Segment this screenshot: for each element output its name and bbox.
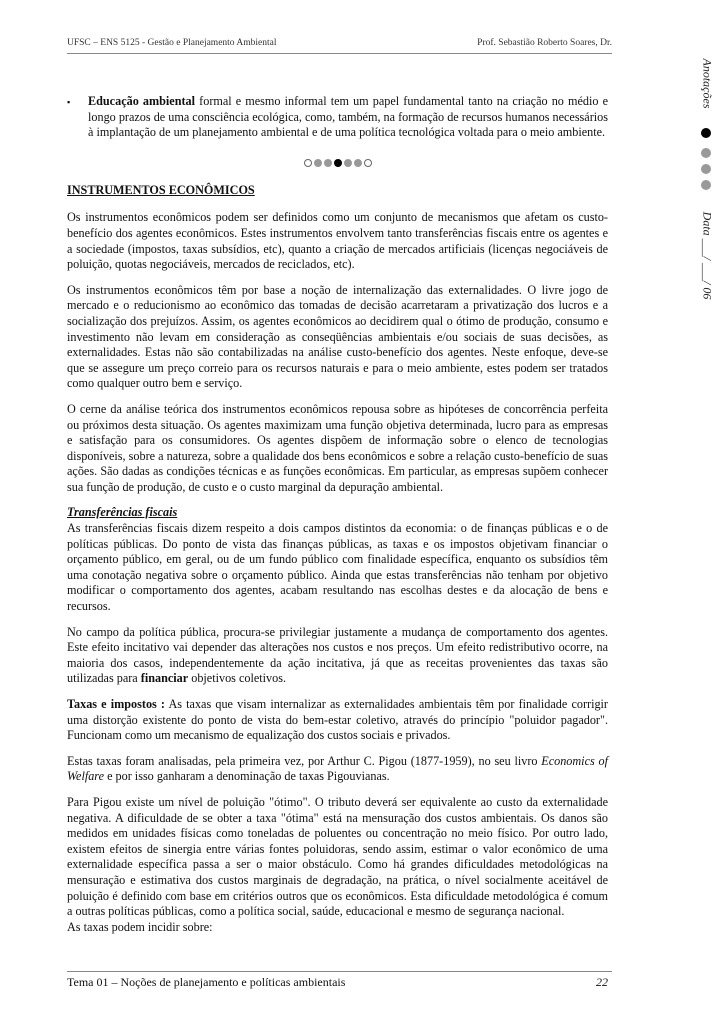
page-header bbox=[67, 38, 612, 54]
paragraph: Os instrumentos econômicos têm por base a noção de internalização das externalidades. O livre jogo de mercado e o reducionismo ao econômico das tomadas de decisão acarretaram a privatização dos lucros e a socialização dos prejuízos. Assim, os agentes econômicos ao decidirem qual o ótimo de produção, consumo e investimento não levam em consideração as conseqüências ambientais e/ou sociais de suas decisões, as externalidades. Estas não são contabilizadas na análise custo-benefício dos agentes. Neste enfoque, deve-se que se assegure um preço correio para os recursos naturais e para o meio ambiente, estes podem ser tratados como qualquer outro bem e serviço. bbox=[67, 282, 608, 391]
bullet-lead: Educação ambiental bbox=[88, 94, 196, 108]
annotation-sidebar bbox=[692, 58, 722, 298]
sidebar-dot-grey bbox=[701, 180, 711, 190]
paragraph-text: Estas taxas foram analisadas, pela primeira vez, por Arthur C. Pigou (1877-1959), no seu livro bbox=[67, 753, 542, 768]
divider-dot-black bbox=[334, 159, 342, 167]
paragraph bbox=[67, 625, 608, 687]
paragraph: As taxas podem incidir sobre: bbox=[67, 919, 213, 934]
paragraph-text: As taxas que visam internalizar as externalidades ambientais têm por finalidade corrigir uma distorção existente do ponto de vista do bem-estar coletivo, através do princípio "poluidor pagador". Funcionam como um mecanismo de equalização dos custos sociais e privados. bbox=[67, 697, 608, 743]
paragraph-bold-term: Taxas e impostos : bbox=[67, 697, 165, 711]
divider-dot-grey bbox=[314, 159, 322, 167]
header-course: UFSC – ENS 5125 - Gestão e Planejamento Ambiental bbox=[67, 38, 277, 48]
document-body bbox=[67, 94, 608, 945]
divider-dot-grey bbox=[324, 159, 332, 167]
footer-topic: Tema 01 – Noções de planejamento e políticas ambientais bbox=[67, 975, 346, 989]
paragraph-text: No campo da política pública, procura-se privilegiar justamente a mudança de comportamento dos agentes. Este efeito incitativo vai depender das alterações nos custos e nos preços. Um efeito redistributivo ocorre, na maioria dos casos, independentemente da ação incitativa, já que as receitas provenientes das taxas são utilizadas para bbox=[67, 624, 608, 686]
section-title: INSTRUMENTOS ECONÔMICOS bbox=[67, 182, 255, 197]
paragraph-bold-term: financiar bbox=[140, 671, 189, 686]
paragraph: O cerne da análise teórica dos instrumentos econômicos repousa sobre as hipóteses de concorrência perfeita ou próximos desta situação. Os agentes maximizam uma função objetiva determinada, lucro para as empresas e satisfação para os consumidores. Os agentes dispõem de informação sobre o elenco de tecnologias disponíveis, sobre a natureza, sobre a qualidade dos bens econômicos e sobre a relação custo-benefício de suas ações. São dadas as condições técnicas e as funções econômicas. Em particular, as empresas supõem conhecer sua função de produção, de custo e o custo marginal da depuração ambiental. bbox=[67, 401, 608, 494]
header-professor: Prof. Sebastião Roberto Soares, Dr. bbox=[477, 38, 612, 48]
annotations-label: Anotações bbox=[700, 58, 715, 109]
divider-dot-grey bbox=[354, 159, 362, 167]
sidebar-dot-grey bbox=[701, 164, 711, 174]
sidebar-dot-black bbox=[701, 128, 711, 138]
book-title: Economics of Welfare bbox=[67, 753, 608, 784]
page-footer bbox=[67, 971, 612, 990]
bullet-body: formal e mesmo informal tem um papel fundamental tanto na criação no médio e longo prazos de uma consciência ecológica, como, também, na formação de recursos humanos necessários à implantação de um planejamento ambiental e de uma política tecnológica voltada para o meio ambiente. bbox=[88, 94, 608, 140]
paragraph bbox=[67, 697, 608, 744]
paragraph bbox=[67, 754, 608, 785]
page-number: 22 bbox=[596, 975, 608, 989]
section-divider-dots bbox=[67, 155, 608, 165]
paragraph-text: e por isso ganharam a denominação de taxas Pigouvianas. bbox=[104, 769, 390, 784]
paragraph-text: objetivos coletivos. bbox=[188, 671, 287, 686]
sidebar-dot-grey bbox=[701, 148, 711, 158]
bullet-text bbox=[88, 94, 608, 141]
bullet-square-icon: ▪ bbox=[67, 97, 71, 107]
divider-dot-empty bbox=[304, 159, 312, 167]
paragraph: Para Pigou existe um nível de poluição "ótimo". O tributo deverá ser equivalente ao custo da externalidade negativa. A dificuldade de se obter a taxa "ótima" está na mensuração dos custos ambientais. Os danos são medidos em unidades físicas como toneladas de poluentes ou concentração no meio físico. Por outro lado, existem efeitos de sinergia entre várias fontes poluidoras, sendo assim, estimar o valor econômico de uma externalidade específica passa a ser o maior obstáculo. Como há grandes dificuldades metodológicas na mensuração e estimativa dos custos marginais de degradação, na prática, o nível socialmente aceitável de poluição é definido com base em critérios outros que os econômicos. Esta dificuldade metodológica é comum a outras políticas públicas, como a política social, saúde, educacional e mesmo de segurança nacional. bbox=[67, 794, 608, 919]
paragraph: Os instrumentos econômicos podem ser definidos como um conjunto de mecanismos que afetam os custo-benefício dos agentes econômicos. Estes instrumentos envolvem tanto transferências fiscais entre os agentes e a sociedade (impostos, taxas subsídios, etc), quanto a criação de mercados artificiais (licenças negociáveis de poluição, quotas negociáveis, mercados de reciclados, etc). bbox=[67, 210, 608, 272]
paragraph: As transferências fiscais dizem respeito a dois campos distintos da economia: o de finanças públicas e o de políticas públicas. Do ponto de vista das finanças públicas, as taxas e os impostos objetivam financiar o orçamento público, em geral, ou de um fundo público com finalidade específica, enquanto os subsídios têm uma conotação negativa sobre o orçamento público. Ainda que estas transferências não tenham por objetivo modificar o comportamento dos agentes, acabam resultando nas escolhas destes e da alocação de bens e recursos. bbox=[67, 521, 608, 614]
divider-dot-empty bbox=[364, 159, 372, 167]
bullet-item bbox=[67, 94, 608, 141]
divider-dot-grey bbox=[344, 159, 352, 167]
subsection-title: Transferências fiscais bbox=[67, 505, 178, 520]
date-label: Data ___/ ___/ 06 bbox=[700, 211, 715, 300]
